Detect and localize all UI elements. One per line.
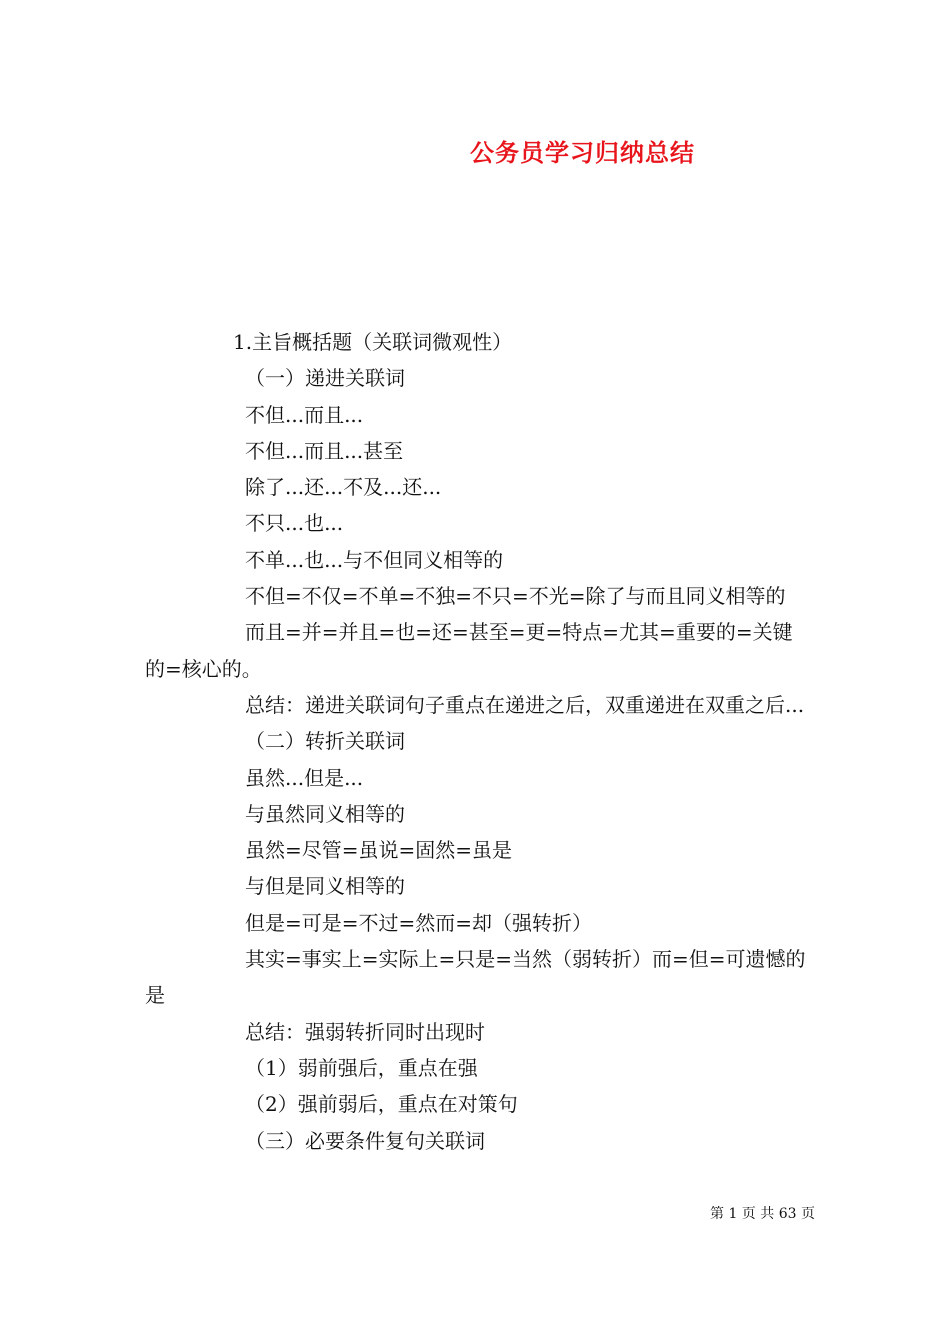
text-paragraph: 其实=事实上=实际上=只是=当然（弱转折）而=但=可遗憾的是 bbox=[145, 947, 806, 1008]
subsection-heading: （二）转折关联词 bbox=[245, 729, 405, 754]
page-footer: 第 1 页 共 63 页 bbox=[710, 1206, 815, 1222]
text-line: 与虽然同义相等的 bbox=[245, 801, 405, 826]
section-heading: 1.主旨概括题（关联词微观性） bbox=[233, 330, 513, 354]
text-line: 不单...也...与不但同义相等的 bbox=[245, 547, 504, 572]
text-paragraph: 而且=并=并且=也=还=甚至=更=特点=尤其=重要的=关键的=核心的。 bbox=[145, 620, 793, 681]
text-line: 不只...也... bbox=[245, 511, 344, 536]
document-body bbox=[145, 324, 810, 1159]
summary-line: 总结：强弱转折同时出现时 bbox=[245, 1019, 485, 1044]
list-item: （2）强前弱后，重点在对策句 bbox=[245, 1092, 518, 1117]
document-title: 公务员学习归纳总结 bbox=[470, 138, 695, 167]
text-line: 虽然...但是... bbox=[245, 765, 364, 790]
summary-paragraph: 总结：递进关联词句子重点在递进之后，双重递进在双重之后... bbox=[245, 692, 805, 717]
text-line: 但是=可是=不过=然而=却（强转折） bbox=[245, 910, 593, 935]
text-line: 不但...而且... bbox=[245, 402, 364, 427]
text-line: 与但是同义相等的 bbox=[245, 874, 405, 899]
subsection-heading: （一）递进关联词 bbox=[245, 366, 405, 391]
text-line: 除了...还...不及...还... bbox=[245, 475, 442, 500]
text-line: 虽然=尽管=虽说=固然=虽是 bbox=[245, 838, 513, 863]
subsection-heading: （三）必要条件复句关联词 bbox=[245, 1128, 485, 1153]
text-line: 不但=不仅=不单=不独=不只=不光=除了与而且同义相等的 bbox=[245, 584, 786, 609]
text-line: 不但...而且...甚至 bbox=[245, 438, 404, 463]
list-item: （1）弱前强后，重点在强 bbox=[245, 1055, 478, 1080]
